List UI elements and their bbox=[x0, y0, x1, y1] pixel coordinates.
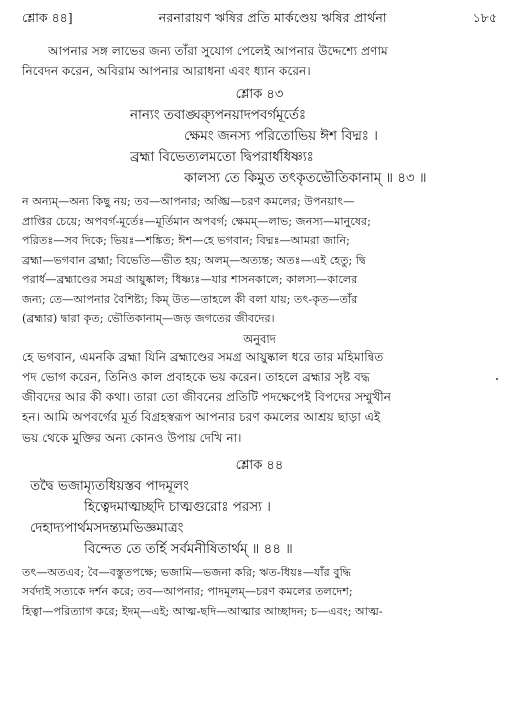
verse-44-text bbox=[22, 476, 497, 560]
synonyms-line: ন অন্যম্‌—অন্য কিছু নয়; তব—আপনার; অঙ্ঘ্রি—চরণ কমলের; উপনয়াৎ— bbox=[22, 195, 355, 208]
synonyms-line: ব্রহ্মা—ভগবান ব্রহ্মা; বিভেতি—ভীত হয়; অলম্‌—অত্যন্ত; অতঃ—এই হেতু; দ্বি bbox=[22, 253, 366, 267]
translation-line: পদ ভোগ করেন, তিনিও কাল প্রবাহকে ভয় করেন। তাহলে ব্রহ্মার সৃষ্ট বদ্ধ bbox=[22, 369, 370, 384]
verse-43-text bbox=[22, 105, 497, 189]
synonyms-line: পরিতঃ—সব দিকে; ভিয়ঃ—শঙ্কিত; ঈশ—হে ভগবান; বিদ্মঃ—আমরা জানি; bbox=[22, 234, 350, 247]
verse-line: ব্রহ্মা বিভেত্যলমতো দ্বিপরার্ধধিষ্ণ্যঃ bbox=[130, 150, 314, 165]
verse-43-translation bbox=[22, 347, 497, 448]
intro-line: নিবেদন করেন, অবিরাম আপনার আরাধনা এবং ধ্যান করেন। bbox=[22, 64, 311, 78]
verse-line: বিন্দেত তে তর্হি সর্বমনীষিতার্থম্‌ ॥ ৪৪ ॥ bbox=[84, 541, 293, 557]
running-header bbox=[22, 8, 497, 30]
intro-line: আপনার সঙ্গ লাভের জন্য তাঁরা সুযোগ পেলেই আপনার উদ্দেশ্যে প্রণাম bbox=[48, 44, 388, 58]
translation-line: ভয় থেকে মুক্তির অন্য কোনও উপায় দেখি না। bbox=[22, 430, 242, 445]
verse-44-synonyms bbox=[22, 563, 497, 622]
header-chapter-title: নরনারায়ণ ঋষির প্রতি মার্কণ্ডেয় ঋষির প্রার্থনা bbox=[158, 10, 387, 25]
print-speck bbox=[496, 378, 498, 380]
intro-paragraph bbox=[22, 41, 497, 81]
translation-line: হন। আমি অপবর্গের মূর্ত বিগ্রহস্বরূপ আপনার চরণ কমলের আশ্রয় ছাড়া এই bbox=[22, 410, 381, 425]
synonyms-line: হিত্বা—পরিত্যাগ করে; ইদম্‌—এই; আত্ম-ছদি—আত্মার আচ্ছাদন; চ—এবং; আত্ম- bbox=[22, 604, 383, 618]
verse-43-synonyms bbox=[22, 192, 497, 329]
translation-line: হে ভগবান, এমনকি ব্রহ্মা যিনি ব্রহ্মাণ্ডের সমগ্র আয়ুষ্কাল ধরে তার মহিমান্বিত bbox=[22, 349, 384, 364]
verse-line: তদ্বৈ ভজাম্যৃতধিয়স্তব পাদমূলং bbox=[30, 478, 189, 494]
verse-line: নান্যং তবাঙ্ঘ্র্যুপনয়াদপবর্গমূর্তেঃ bbox=[130, 108, 307, 123]
verse-44-title: শ্লোক ৪৪ bbox=[235, 457, 284, 473]
synonyms-line: তৎ—অতএব; বৈ—বস্তুতপক্ষে; ভজামি—ভজনা করি; ঋত-ধিয়ঃ—যাঁর বুদ্ধি bbox=[22, 565, 351, 579]
synonyms-line: সর্বদাই সত্যকে দর্শন করে; তব—আপনার; পাদমূলম্‌—চরণ কমলের তলদেশ; bbox=[22, 585, 353, 599]
synonyms-line: পরার্ধ—ব্রহ্মাণ্ডের সমগ্র আয়ুষ্কাল; ধিষ্ণ্যঃ—যার শাসনকালে; কালস্য—কালের bbox=[22, 273, 358, 286]
synonyms-line: জন্য; তে—আপনার বৈশিষ্ট্য; কিম্‌ উত—তাহলে কী বলা যায়; তৎ-কৃত—তাঁর bbox=[22, 292, 358, 306]
verse-line: কালস্য তে কিমুত তৎকৃতভৌতিকানাম্‌ ॥ ৪৩ ॥ bbox=[184, 171, 427, 186]
translation-line: জীবদের আর কী কথা। তারা তো জীবনের প্রতিটি পদক্ষেপেই বিপদের সম্মুখীন bbox=[22, 390, 391, 405]
verse-line: হিত্বেদমাত্মচ্ছদি চাত্মগুরোঃ পরস্য । bbox=[84, 499, 271, 515]
page-number: ১৮৫ bbox=[472, 10, 497, 25]
synonyms-line: প্রাপ্তির চেয়ে; অপবর্গ-মূর্তেঃ—মূর্তিমান অপবর্গ; ক্ষেমম্‌—লাভ; জনস্য—মানুষের; bbox=[22, 214, 371, 228]
verse-line: দেহাদ্যপার্থমসদন্ত্যমভিজ্ঞমাত্রং bbox=[30, 520, 184, 536]
translation-heading: অনুবাদ bbox=[243, 331, 276, 346]
header-verse-ref: শ্লোক ৪৪] bbox=[22, 10, 73, 25]
verse-line: ক্ষেমং জনস্য পরিতোভিয় ঈশ বিদ্মঃ । bbox=[184, 129, 378, 144]
verse-43-title: শ্লোক ৪৩ bbox=[235, 87, 284, 102]
synonyms-line: (ব্রহ্মার) দ্বারা কৃত; ভৌতিকানাম্‌—জড় জগতের জীবদের। bbox=[22, 312, 275, 325]
